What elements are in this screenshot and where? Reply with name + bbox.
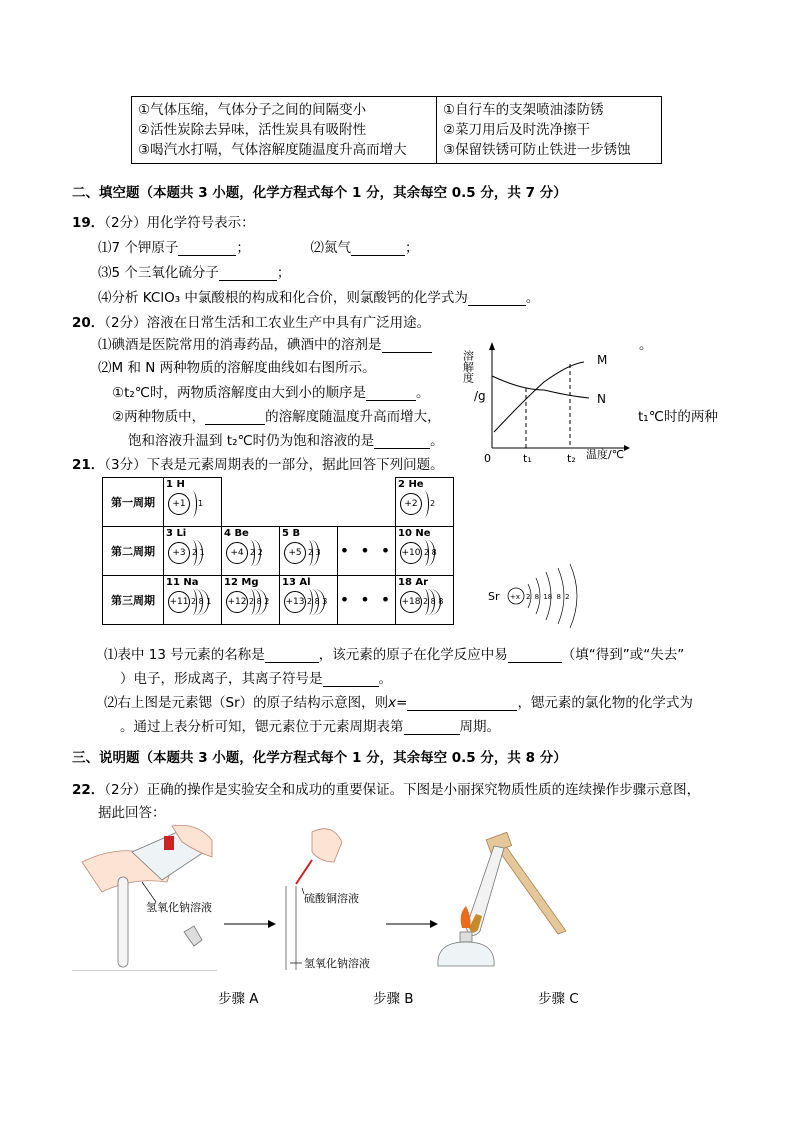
q20-blank-4[interactable]	[374, 434, 430, 449]
q19-part4-line	[98, 286, 539, 306]
step-b-label: 步骤 B	[373, 991, 414, 1007]
step-c-label: 步骤 C	[538, 991, 579, 1007]
ellipsis-cell: • • •	[338, 527, 396, 576]
q20-part2c-end: 。	[430, 433, 444, 449]
q21-stem-line	[72, 453, 444, 473]
q20-part2b-line	[112, 405, 441, 425]
curve-n	[492, 376, 589, 398]
q21-blank-1[interactable]	[265, 648, 319, 663]
section3-title: 三、说明题	[72, 750, 140, 766]
q19-part3: ⑶5 个三氧化硫分子	[98, 265, 219, 281]
table-line	[72, 970, 217, 971]
q21-blank-3[interactable]	[323, 672, 379, 687]
element-name: 18 Ar	[398, 577, 429, 588]
section3-heading	[72, 746, 567, 766]
empty-cell	[222, 478, 396, 527]
q21-part2b: 。通过上表分析可知，锶元素位于元素周期表第	[120, 719, 404, 735]
nucleus: +4	[226, 542, 248, 564]
electron-counts: 1	[198, 499, 204, 508]
q22-stem2: 据此回答：	[98, 805, 166, 821]
element-name: 3 Li	[166, 528, 187, 539]
element-cell-h	[164, 478, 222, 527]
q19-blank-2[interactable]	[351, 241, 405, 256]
period-header: 第二周期	[103, 527, 164, 576]
sr-shell-arc	[570, 564, 577, 628]
chart-label-m: M	[597, 353, 608, 367]
electron-counts: 2 8 1	[191, 597, 212, 606]
q20-stem-line	[72, 311, 430, 331]
nucleus: +10	[400, 542, 422, 564]
arrow-a-to-b	[222, 918, 278, 930]
step-a-label: 步骤 A	[218, 991, 259, 1007]
chart-yunit: /g	[474, 389, 486, 403]
q22-stem-line	[72, 778, 700, 798]
chart-t2: t₂	[567, 452, 576, 465]
q21-part2b-line	[120, 715, 500, 735]
q21-part1b-end: 。	[378, 671, 392, 687]
nucleus: +5	[284, 542, 306, 564]
dropper	[296, 860, 312, 884]
q20-part1-line	[98, 333, 432, 353]
q22-number: 22．	[72, 782, 105, 798]
q19-part1b-end: ；	[404, 240, 419, 256]
q21-part1-line	[104, 643, 684, 663]
q20-part2a-end: 。	[415, 385, 430, 401]
top-table	[131, 96, 662, 164]
element-cell-ar	[396, 576, 454, 625]
q21-part2-line	[104, 691, 693, 711]
nucleus: +1	[168, 493, 190, 515]
element-cell-be	[222, 527, 280, 576]
sr-symbol: Sr	[488, 590, 500, 603]
y-axis-arrow	[489, 342, 495, 350]
element-name: 2 He	[398, 479, 424, 490]
element-name: 4 Be	[224, 528, 249, 539]
q19-part1b: ⑵氮气	[310, 240, 351, 256]
q20-part2a-line	[112, 381, 429, 401]
q20-part2c: 饱和溶液升温到 t₂℃时仍为饱和溶液的是	[128, 433, 375, 449]
element-cell-mg	[222, 576, 280, 625]
element-name: 11 Na	[166, 577, 199, 588]
top-table-left-row: ①气体压缩，气体分子之间的间隔变小	[138, 102, 367, 118]
periodic-table	[102, 477, 454, 625]
q20-blank-1[interactable]	[382, 338, 432, 353]
q21-part2-x: x	[388, 695, 397, 711]
chart-xlabel: 温度/℃	[586, 448, 625, 461]
q19-part3-line	[98, 261, 290, 281]
nucleus: +12	[226, 591, 248, 613]
chart-label-n: N	[597, 392, 606, 406]
shell-arc	[420, 491, 429, 517]
q20-part2: ⑵M 和 N 两种物质的溶解度曲线如右图所示。	[98, 360, 376, 376]
electron-counts: 2 2	[250, 548, 263, 557]
label-pointer-a	[142, 882, 156, 902]
solubility-chart	[461, 340, 644, 465]
test-tube-c	[466, 846, 504, 935]
q21-blank-5[interactable]	[404, 720, 460, 735]
electron-counts: 2 1	[192, 548, 205, 557]
q21-part1: ⑴表中 13 号元素的名称是	[104, 647, 265, 663]
period-row-3	[103, 576, 454, 625]
section2-heading	[72, 181, 567, 201]
nucleus: +3	[168, 542, 190, 564]
q20-part1: ⑴碘酒是医院常用的消毒药品，碘酒中的溶剂是	[98, 337, 382, 353]
top-table-left-cell	[132, 97, 437, 164]
q19-number: 19．	[72, 215, 105, 231]
top-table-right-row: ②菜刀用后及时洗净擦干	[443, 122, 591, 138]
q20-part2b-mid: 的溶解度随温度升高而增大，	[265, 409, 441, 425]
step-b-illustration	[282, 822, 392, 977]
period-header: 第三周期	[103, 576, 164, 625]
chart-t1: t₁	[523, 452, 532, 465]
bottle-stopper	[184, 926, 202, 946]
strontium-atom-diagram	[486, 560, 596, 632]
step-a-illustration	[72, 822, 222, 977]
q21-part1-mid: ，该元素的原子在化学反应中易	[318, 647, 508, 663]
q22-stem: （2分）正确的操作是实验安全和成功的重要保证。下图是小丽探究物质性质的连续操作步骤示意图，	[104, 782, 701, 798]
top-table-right-row: ③保留铁锈可防止铁进一步锈蚀	[443, 142, 631, 158]
q19-part1a-end: ；	[236, 240, 250, 256]
electron-counts: 2 8	[424, 548, 437, 557]
q21-part2: ⑵右上图是元素锶（Sr）的原子结构示意图，则	[104, 695, 389, 711]
top-table-left-row: ③喝汽水打嗝，气体溶解度随温度升高而增大	[138, 142, 407, 158]
q21-part2-mid: ，锶元素的氯化物的化学式为	[517, 695, 693, 711]
shell-arc	[188, 491, 197, 517]
sr-nucleus-charge: +x	[510, 593, 521, 601]
q19-part4: ⑷分析 KClO₃ 中氯酸根的构成和化合价，则氯酸钙的化学式为	[98, 290, 468, 306]
element-name: 12 Mg	[224, 577, 259, 588]
element-name: 13 Al	[282, 577, 311, 588]
test-tube-a	[118, 877, 128, 967]
period-header: 第一周期	[103, 478, 164, 527]
label-naoh-b: 氢氧化钠溶液	[304, 957, 370, 970]
element-cell-al	[280, 576, 338, 625]
q20-part2c-line	[128, 429, 444, 449]
top-table-left-row: ②活性炭除去异味，活性炭具有吸附性	[138, 122, 367, 138]
q21-number: 21．	[72, 457, 105, 473]
q20-blank-2[interactable]	[366, 386, 416, 401]
q19-part3-end: ；	[276, 265, 291, 281]
lamp-wick	[460, 932, 472, 942]
q20-part2b: ②两种物质中，	[112, 409, 206, 425]
q20-stem: （2分）溶液在日常生活和工农业生产中具有广泛用途。	[104, 315, 431, 331]
element-cell-na	[164, 576, 222, 625]
element-name: 5 B	[282, 528, 301, 539]
period-row-1	[103, 478, 454, 527]
nucleus: +2	[400, 493, 422, 515]
q19-part1a: ⑴7 个钾原子	[98, 240, 179, 256]
q21-stem: （3分）下表是元素周期表的一部分，据此回答下列问题。	[104, 457, 444, 473]
q21-part2b-end: 周期。	[459, 719, 500, 735]
element-cell-b	[280, 527, 338, 576]
q19-stem-line	[72, 211, 255, 231]
element-cell-he	[396, 478, 454, 527]
q20-part2b-tail: t₁℃时的两种	[638, 409, 718, 425]
q19-stem: （2分）用化学符号表示：	[104, 215, 255, 231]
element-cell-ne	[396, 527, 454, 576]
q21-blank-4[interactable]	[407, 696, 517, 711]
electron-counts: 2 8 2	[249, 597, 270, 606]
nucleus: +11	[168, 591, 190, 613]
q20-part2a: ①t₂℃时，两物质溶解度由大到小的顺序是	[112, 385, 366, 401]
element-name: 1 H	[166, 479, 185, 490]
q19-blank-4[interactable]	[468, 291, 526, 306]
sr-electron-counts: 2 8 18 8 2	[526, 593, 570, 601]
top-table-right-cell	[437, 97, 662, 164]
electron-counts: 2 8 3	[307, 597, 328, 606]
chart-ylabel: 溶解度	[461, 350, 475, 383]
q19-blank-1[interactable]	[178, 241, 236, 256]
q21-part1b-line	[120, 667, 392, 687]
q21-part1b: ）电子，形成离子，其离子符号是	[120, 671, 323, 687]
label-cuso4: 硫酸铜溶液	[304, 892, 359, 905]
section2-note: （本题共 3 小题，化学方程式每个 1 分，其余每空 0.5 分，共 7 分）	[139, 185, 567, 201]
section3-note: （本题共 3 小题，化学方程式每个 1 分，其余每空 0.5 分，共 8 分）	[139, 750, 567, 766]
step-c-illustration	[432, 836, 572, 978]
electron-counts: 2 3	[308, 548, 321, 557]
bottle-label	[164, 836, 174, 850]
hand-dropper	[312, 829, 342, 862]
x-axis-arrow	[624, 445, 630, 451]
element-name: 10 Ne	[398, 528, 431, 539]
q20-part1-end: 。	[639, 337, 653, 353]
q19-part1-line	[98, 236, 418, 256]
element-cell-li	[164, 527, 222, 576]
alcohol-lamp	[438, 942, 494, 966]
q20-number: 20．	[72, 315, 105, 331]
q19-part4-end: 。	[525, 290, 540, 306]
nucleus: +13	[284, 591, 306, 613]
label-naoh-a: 氢氧化钠溶液	[146, 901, 212, 914]
top-table-right-row: ①自行车的支架喷油漆防锈	[443, 102, 604, 118]
period-row-2	[103, 527, 454, 576]
electron-counts: 2 8 8	[423, 597, 444, 606]
section2-title: 二、填空题	[72, 185, 140, 201]
electron-counts: 2	[430, 499, 436, 508]
q20-blank-3[interactable]	[205, 410, 265, 425]
q21-part1-tail: （填“得到”或“失去”	[561, 647, 685, 663]
nucleus: +18	[400, 591, 422, 613]
q19-blank-3[interactable]	[219, 266, 277, 281]
q21-part2-eq: =	[396, 695, 408, 711]
flame	[461, 906, 471, 928]
ellipsis-cell: • • •	[338, 576, 396, 625]
chart-origin: 0	[484, 452, 491, 465]
q21-blank-2[interactable]	[508, 648, 562, 663]
